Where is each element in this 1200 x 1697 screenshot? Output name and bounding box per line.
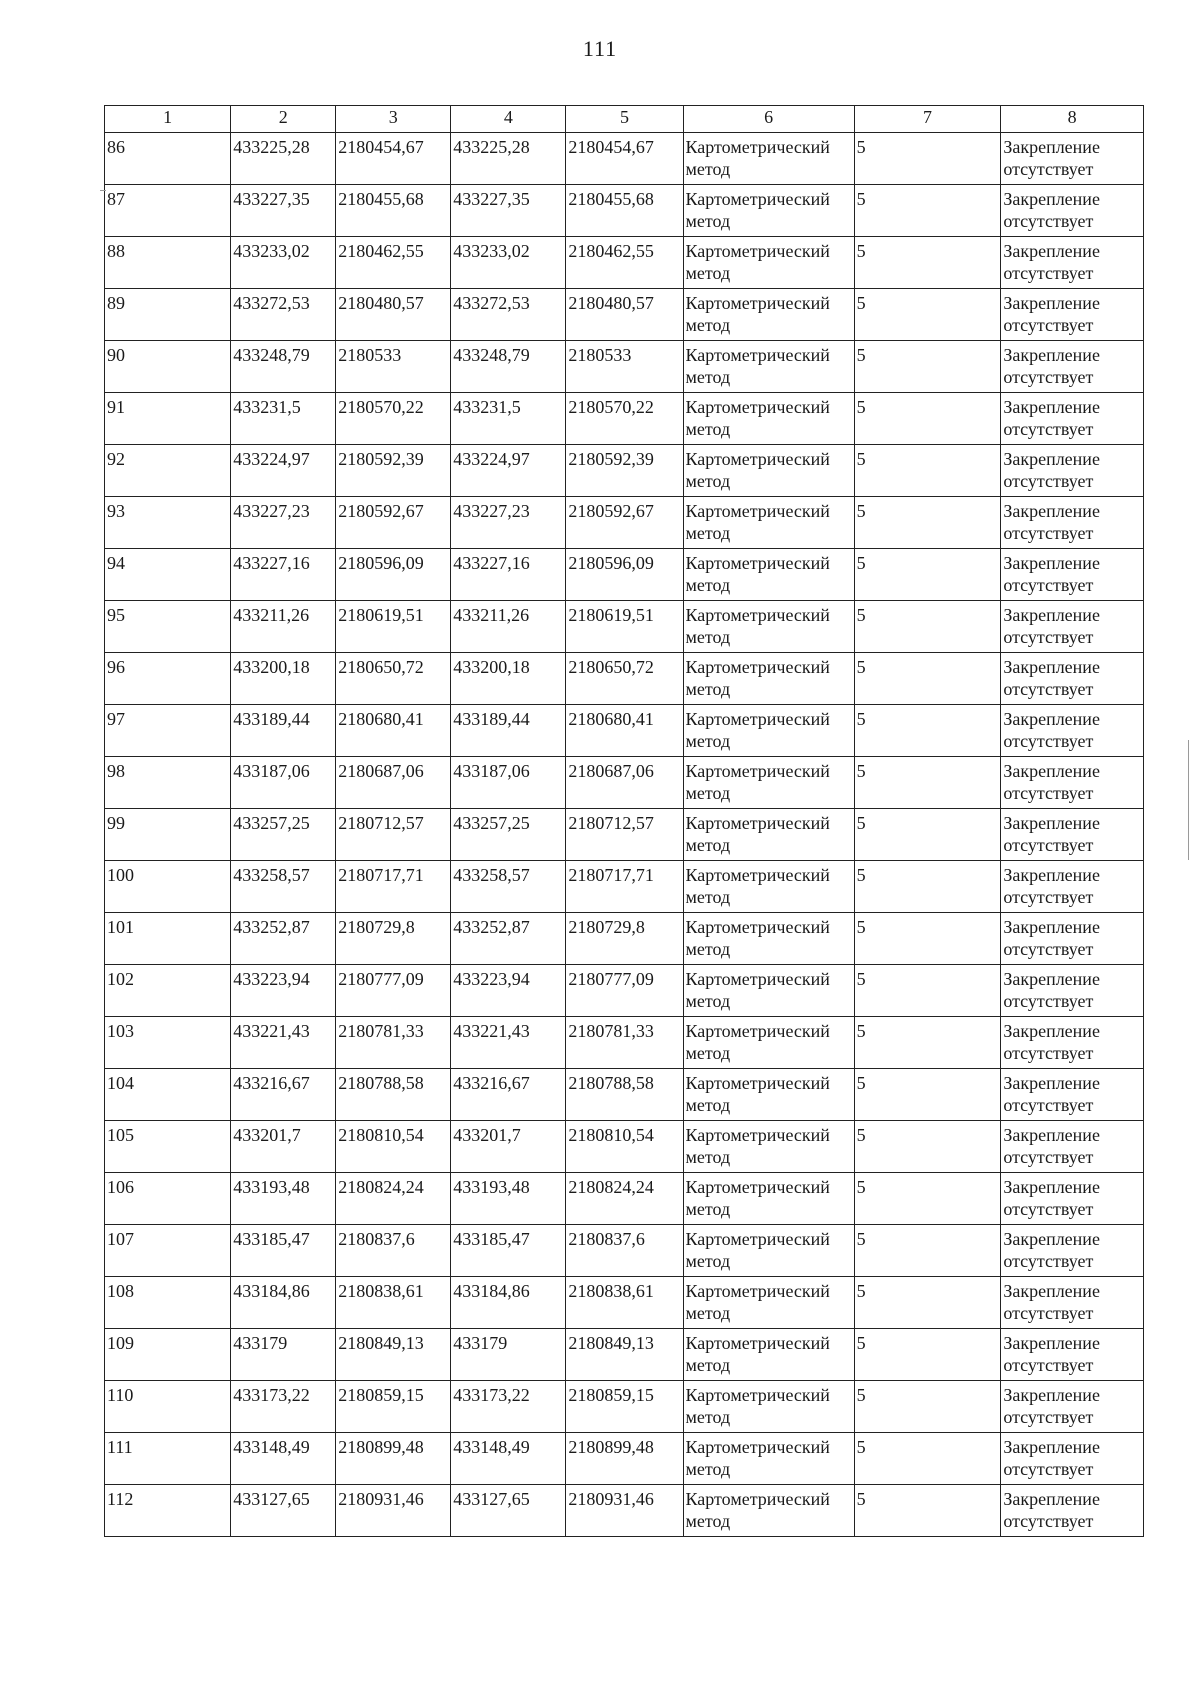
- column-header: 7: [854, 106, 1001, 133]
- table-cell: 5: [854, 549, 1001, 601]
- table-cell: 2180859,15: [336, 1381, 451, 1433]
- table-cell: 104: [105, 1069, 231, 1121]
- table-cell: 433184,86: [231, 1277, 336, 1329]
- table-cell: 5: [854, 861, 1001, 913]
- table-cell: 91: [105, 393, 231, 445]
- table-cell: 2180837,6: [566, 1225, 683, 1277]
- table-cell: 433127,65: [451, 1485, 566, 1537]
- table-cell: Картометрический метод: [683, 133, 854, 185]
- table-cell: 2180781,33: [566, 1017, 683, 1069]
- table-cell: Картометрический метод: [683, 913, 854, 965]
- table-cell: 433252,87: [451, 913, 566, 965]
- table-cell: 5: [854, 393, 1001, 445]
- table-cell: 2180454,67: [566, 133, 683, 185]
- table-cell: Картометрический метод: [683, 757, 854, 809]
- table-cell: 5: [854, 133, 1001, 185]
- table-cell: 109: [105, 1329, 231, 1381]
- table-cell: 433187,06: [451, 757, 566, 809]
- coordinates-table: [104, 105, 1144, 1537]
- table-cell: 433224,97: [451, 445, 566, 497]
- table-cell: Картометрический метод: [683, 653, 854, 705]
- table-cell: 108: [105, 1277, 231, 1329]
- table-row: [105, 653, 1144, 705]
- table-cell: Закрепление отсутствует: [1001, 1329, 1144, 1381]
- table-cell: 87: [105, 185, 231, 237]
- scan-edge-mark: [1188, 740, 1189, 860]
- table-row: [105, 549, 1144, 601]
- table-cell: 2180777,09: [336, 965, 451, 1017]
- table-cell: 433231,5: [231, 393, 336, 445]
- table-cell: Закрепление отсутствует: [1001, 1121, 1144, 1173]
- table-row: [105, 1433, 1144, 1485]
- table-row: [105, 393, 1144, 445]
- table-row: [105, 445, 1144, 497]
- table-cell: 2180837,6: [336, 1225, 451, 1277]
- table-cell: 2180859,15: [566, 1381, 683, 1433]
- table-cell: Закрепление отсутствует: [1001, 497, 1144, 549]
- table-cell: 433179: [451, 1329, 566, 1381]
- table-cell: 2180849,13: [566, 1329, 683, 1381]
- table-cell: 433227,23: [451, 497, 566, 549]
- table-cell: Картометрический метод: [683, 1433, 854, 1485]
- table-cell: 93: [105, 497, 231, 549]
- table-row: [105, 1277, 1144, 1329]
- table-cell: 90: [105, 341, 231, 393]
- table-cell: Картометрический метод: [683, 1121, 854, 1173]
- table-cell: 88: [105, 237, 231, 289]
- table-cell: Картометрический метод: [683, 1069, 854, 1121]
- table-cell: Картометрический метод: [683, 445, 854, 497]
- table-cell: 2180810,54: [336, 1121, 451, 1173]
- table-cell: 433225,28: [451, 133, 566, 185]
- table-cell: Картометрический метод: [683, 497, 854, 549]
- table-cell: 99: [105, 809, 231, 861]
- table-cell: 5: [854, 1485, 1001, 1537]
- table-cell: 2180533: [336, 341, 451, 393]
- table-cell: Закрепление отсутствует: [1001, 601, 1144, 653]
- table-cell: 433225,28: [231, 133, 336, 185]
- table-cell: 2180931,46: [336, 1485, 451, 1537]
- table-cell: Картометрический метод: [683, 1329, 854, 1381]
- table-cell: 95: [105, 601, 231, 653]
- table-cell: Закрепление отсутствует: [1001, 237, 1144, 289]
- table-cell: 433233,02: [451, 237, 566, 289]
- table-cell: 433216,67: [451, 1069, 566, 1121]
- table-row: [105, 861, 1144, 913]
- table-cell: 433227,16: [231, 549, 336, 601]
- table-cell: 5: [854, 601, 1001, 653]
- table-cell: 101: [105, 913, 231, 965]
- column-header: 8: [1001, 106, 1144, 133]
- table-cell: 2180680,41: [566, 705, 683, 757]
- table-cell: 433185,47: [231, 1225, 336, 1277]
- table-cell: 2180712,57: [336, 809, 451, 861]
- table-cell: Картометрический метод: [683, 1225, 854, 1277]
- table-cell: Картометрический метод: [683, 393, 854, 445]
- table-cell: 5: [854, 1433, 1001, 1485]
- table-cell: Закрепление отсутствует: [1001, 1381, 1144, 1433]
- table-cell: Закрепление отсутствует: [1001, 185, 1144, 237]
- table-cell: 2180788,58: [566, 1069, 683, 1121]
- table-cell: 433200,18: [451, 653, 566, 705]
- table-cell: 2180777,09: [566, 965, 683, 1017]
- table-cell: 2180570,22: [566, 393, 683, 445]
- table-cell: 433201,7: [231, 1121, 336, 1173]
- table-cell: Закрепление отсутствует: [1001, 1017, 1144, 1069]
- table-cell: 433224,97: [231, 445, 336, 497]
- table-cell: 2180650,72: [566, 653, 683, 705]
- table-cell: 2180480,57: [336, 289, 451, 341]
- table-row: [105, 1225, 1144, 1277]
- table-cell: 2180480,57: [566, 289, 683, 341]
- table-cell: 433227,35: [231, 185, 336, 237]
- table-cell: 5: [854, 809, 1001, 861]
- column-header: 1: [105, 106, 231, 133]
- table-cell: 100: [105, 861, 231, 913]
- table-cell: Картометрический метод: [683, 549, 854, 601]
- table-cell: 5: [854, 1017, 1001, 1069]
- page-number: 111: [582, 36, 618, 61]
- table-cell: 2180570,22: [336, 393, 451, 445]
- table-cell: Картометрический метод: [683, 289, 854, 341]
- table-cell: Закрепление отсутствует: [1001, 705, 1144, 757]
- table-cell: 2180687,06: [566, 757, 683, 809]
- table-row: [105, 1121, 1144, 1173]
- table-cell: 2180592,39: [566, 445, 683, 497]
- table-cell: Закрепление отсутствует: [1001, 913, 1144, 965]
- table-cell: 2180462,55: [336, 237, 451, 289]
- table-cell: Закрепление отсутствует: [1001, 1277, 1144, 1329]
- table-cell: 2180824,24: [336, 1173, 451, 1225]
- table-row: [105, 1173, 1144, 1225]
- table-cell: 96: [105, 653, 231, 705]
- table-cell: 92: [105, 445, 231, 497]
- table-row: [105, 1069, 1144, 1121]
- table-cell: 5: [854, 341, 1001, 393]
- table-cell: 433272,53: [231, 289, 336, 341]
- table-cell: Картометрический метод: [683, 185, 854, 237]
- table-cell: 5: [854, 1381, 1001, 1433]
- table-cell: 433248,79: [231, 341, 336, 393]
- table-cell: 2180454,67: [336, 133, 451, 185]
- table-cell: 433257,25: [451, 809, 566, 861]
- table-row: [105, 757, 1144, 809]
- table-cell: 433148,49: [231, 1433, 336, 1485]
- table-cell: 433189,44: [231, 705, 336, 757]
- table-cell: 105: [105, 1121, 231, 1173]
- table-cell: 111: [105, 1433, 231, 1485]
- table-cell: 5: [854, 497, 1001, 549]
- table-header-row: [105, 106, 1144, 133]
- table-cell: 2180781,33: [336, 1017, 451, 1069]
- table-cell: 5: [854, 1121, 1001, 1173]
- table-cell: 102: [105, 965, 231, 1017]
- table-cell: 433187,06: [231, 757, 336, 809]
- table-cell: Закрепление отсутствует: [1001, 653, 1144, 705]
- table-cell: Картометрический метод: [683, 1017, 854, 1069]
- table-row: [105, 341, 1144, 393]
- table-cell: 2180717,71: [566, 861, 683, 913]
- table-cell: 2180619,51: [566, 601, 683, 653]
- table-cell: 433272,53: [451, 289, 566, 341]
- table-cell: 5: [854, 705, 1001, 757]
- table-cell: 433211,26: [231, 601, 336, 653]
- table-cell: 433184,86: [451, 1277, 566, 1329]
- table-row: [105, 601, 1144, 653]
- table-cell: Картометрический метод: [683, 861, 854, 913]
- table-cell: 433248,79: [451, 341, 566, 393]
- table-cell: Картометрический метод: [683, 601, 854, 653]
- table-cell: 2180712,57: [566, 809, 683, 861]
- column-header: 4: [451, 106, 566, 133]
- table-cell: Закрепление отсутствует: [1001, 809, 1144, 861]
- table-cell: Закрепление отсутствует: [1001, 1173, 1144, 1225]
- column-header: 6: [683, 106, 854, 133]
- scan-edge-mark: [100, 190, 106, 191]
- table-row: [105, 497, 1144, 549]
- table-cell: 2180849,13: [336, 1329, 451, 1381]
- table-cell: 5: [854, 913, 1001, 965]
- table-cell: Закрепление отсутствует: [1001, 133, 1144, 185]
- table-cell: 433227,23: [231, 497, 336, 549]
- table-cell: 2180899,48: [566, 1433, 683, 1485]
- table-cell: 433189,44: [451, 705, 566, 757]
- table-cell: 433223,94: [451, 965, 566, 1017]
- table-cell: 2180596,09: [566, 549, 683, 601]
- table-cell: 433173,22: [451, 1381, 566, 1433]
- table-cell: 2180680,41: [336, 705, 451, 757]
- table-cell: Картометрический метод: [683, 1173, 854, 1225]
- table-cell: 433193,48: [231, 1173, 336, 1225]
- table-cell: 433185,47: [451, 1225, 566, 1277]
- table-cell: Картометрический метод: [683, 1485, 854, 1537]
- table-cell: 433227,35: [451, 185, 566, 237]
- table-cell: 433227,16: [451, 549, 566, 601]
- table-cell: 433258,57: [451, 861, 566, 913]
- table-cell: 2180687,06: [336, 757, 451, 809]
- column-header: 5: [566, 106, 683, 133]
- column-header: 2: [231, 106, 336, 133]
- table-row: [105, 913, 1144, 965]
- table-cell: Картометрический метод: [683, 237, 854, 289]
- table-cell: 433221,43: [231, 1017, 336, 1069]
- table-cell: 433221,43: [451, 1017, 566, 1069]
- table-cell: Картометрический метод: [683, 705, 854, 757]
- table-row: [105, 185, 1144, 237]
- table-cell: 2180592,39: [336, 445, 451, 497]
- table-cell: 2180596,09: [336, 549, 451, 601]
- table-row: [105, 1017, 1144, 1069]
- table-row: [105, 237, 1144, 289]
- table-cell: Картометрический метод: [683, 1381, 854, 1433]
- table-cell: 433223,94: [231, 965, 336, 1017]
- table-cell: 2180729,8: [566, 913, 683, 965]
- table-row: [105, 1329, 1144, 1381]
- table-cell: 110: [105, 1381, 231, 1433]
- table-cell: Закрепление отсутствует: [1001, 549, 1144, 601]
- table-cell: 98: [105, 757, 231, 809]
- table-cell: 5: [854, 1225, 1001, 1277]
- table-cell: 112: [105, 1485, 231, 1537]
- table-cell: 433200,18: [231, 653, 336, 705]
- table-cell: 107: [105, 1225, 231, 1277]
- table-cell: Закрепление отсутствует: [1001, 1485, 1144, 1537]
- table-row: [105, 705, 1144, 757]
- table-cell: 86: [105, 133, 231, 185]
- table-cell: 433231,5: [451, 393, 566, 445]
- table-cell: 5: [854, 653, 1001, 705]
- table-cell: 2180717,71: [336, 861, 451, 913]
- table-cell: 2180533: [566, 341, 683, 393]
- table-row: [105, 1381, 1144, 1433]
- table-cell: Закрепление отсутствует: [1001, 393, 1144, 445]
- table-cell: 2180838,61: [336, 1277, 451, 1329]
- table-cell: 433193,48: [451, 1173, 566, 1225]
- table-cell: 433252,87: [231, 913, 336, 965]
- table-cell: 5: [854, 757, 1001, 809]
- table-cell: 2180729,8: [336, 913, 451, 965]
- table-cell: 433127,65: [231, 1485, 336, 1537]
- table-cell: 433148,49: [451, 1433, 566, 1485]
- table-cell: 2180455,68: [336, 185, 451, 237]
- table-cell: Картометрический метод: [683, 809, 854, 861]
- table-cell: 5: [854, 1069, 1001, 1121]
- table-cell: 97: [105, 705, 231, 757]
- column-header: 3: [336, 106, 451, 133]
- table-row: [105, 289, 1144, 341]
- table-cell: 5: [854, 1173, 1001, 1225]
- table-cell: 2180650,72: [336, 653, 451, 705]
- table-cell: 5: [854, 445, 1001, 497]
- table-cell: 5: [854, 289, 1001, 341]
- table-row: [105, 133, 1144, 185]
- table-cell: Закрепление отсутствует: [1001, 861, 1144, 913]
- table-cell: 5: [854, 1329, 1001, 1381]
- table-cell: 2180462,55: [566, 237, 683, 289]
- table-row: [105, 809, 1144, 861]
- table-cell: 89: [105, 289, 231, 341]
- table-cell: 2180592,67: [336, 497, 451, 549]
- table-cell: 433257,25: [231, 809, 336, 861]
- table-cell: Закрепление отсутствует: [1001, 1069, 1144, 1121]
- table-cell: 2180810,54: [566, 1121, 683, 1173]
- table-cell: 433258,57: [231, 861, 336, 913]
- table-cell: 433179: [231, 1329, 336, 1381]
- table-cell: 2180788,58: [336, 1069, 451, 1121]
- table-cell: Закрепление отсутствует: [1001, 1433, 1144, 1485]
- table-cell: 2180931,46: [566, 1485, 683, 1537]
- table-cell: 433211,26: [451, 601, 566, 653]
- table-cell: Картометрический метод: [683, 341, 854, 393]
- table-cell: 2180824,24: [566, 1173, 683, 1225]
- table-cell: 5: [854, 237, 1001, 289]
- table-row: [105, 965, 1144, 1017]
- table-cell: 2180838,61: [566, 1277, 683, 1329]
- table-cell: 2180455,68: [566, 185, 683, 237]
- table-cell: 106: [105, 1173, 231, 1225]
- table-cell: 103: [105, 1017, 231, 1069]
- table-cell: 5: [854, 185, 1001, 237]
- table-cell: Картометрический метод: [683, 965, 854, 1017]
- table-cell: Закрепление отсутствует: [1001, 445, 1144, 497]
- table-cell: 433233,02: [231, 237, 336, 289]
- table-cell: 5: [854, 965, 1001, 1017]
- table-cell: Закрепление отсутствует: [1001, 965, 1144, 1017]
- table-cell: Закрепление отсутствует: [1001, 757, 1144, 809]
- table-cell: Закрепление отсутствует: [1001, 289, 1144, 341]
- table-cell: 2180592,67: [566, 497, 683, 549]
- table-cell: 5: [854, 1277, 1001, 1329]
- table-cell: 433173,22: [231, 1381, 336, 1433]
- table-cell: Закрепление отсутствует: [1001, 341, 1144, 393]
- table-cell: Картометрический метод: [683, 1277, 854, 1329]
- table-body: [105, 133, 1144, 1537]
- table-cell: 94: [105, 549, 231, 601]
- table-row: [105, 1485, 1144, 1537]
- table-cell: Закрепление отсутствует: [1001, 1225, 1144, 1277]
- table-cell: 433201,7: [451, 1121, 566, 1173]
- table-cell: 2180899,48: [336, 1433, 451, 1485]
- table-cell: 2180619,51: [336, 601, 451, 653]
- table-cell: 433216,67: [231, 1069, 336, 1121]
